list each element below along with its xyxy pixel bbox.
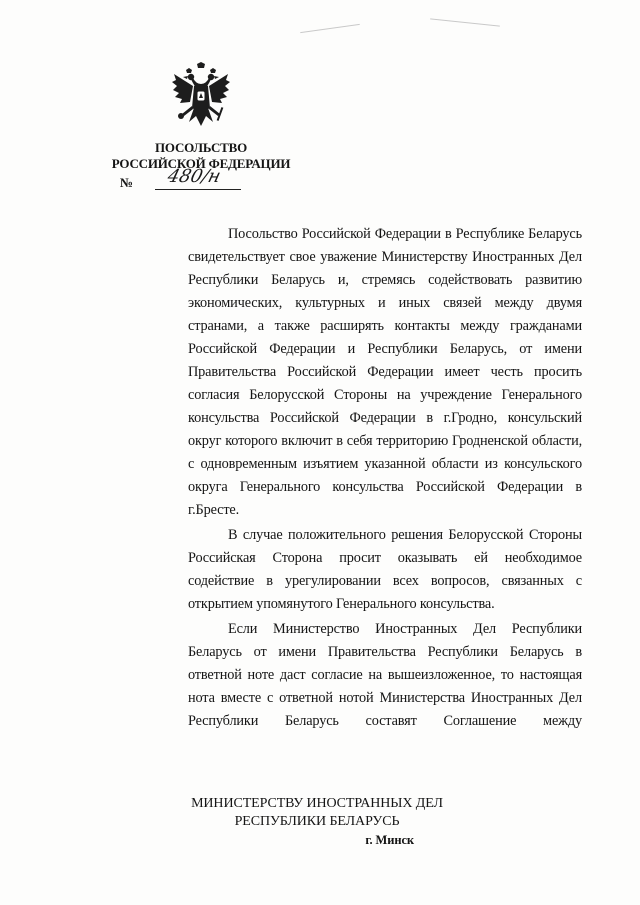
note-body — [188, 223, 582, 735]
addressee-line-1: МИНИСТЕРСТВУ ИНОСТРАННЫХ ДЕЛ — [191, 796, 443, 811]
number-underline — [155, 189, 241, 190]
addressee-block — [172, 795, 462, 849]
sender-line-2: РОССИЙСКОЙ ФЕДЕРАЦИИ — [111, 156, 291, 171]
addressee-city: г. Минск — [365, 833, 414, 847]
number-sign: № — [120, 175, 134, 190]
paragraph-3: Если Министерство Иностранных Дел Республики Беларусь от имени Правительства Республики Беларусь в ответной ноте даст согласие на вышеизложенное, то настоящая нота вместе с ответной нотой Министерства Иностранных Дел Республики Беларусь составят Соглашение между — [188, 621, 582, 729]
scan-artifact — [430, 18, 500, 26]
note-number — [120, 166, 250, 192]
double-headed-eagle-icon — [170, 62, 232, 130]
sender-line-1: ПОСОЛЬСТВО — [154, 140, 248, 155]
paragraph-2: В случае положительного решения Белорусской Стороны Российская Сторона просит оказывать ей необходимое содействие в урегулировании всех вопросов, связанных с открытием упомянутого Генерального консульства. — [188, 527, 582, 612]
handwritten-number: 480/н — [165, 166, 223, 187]
scan-artifact — [300, 24, 360, 33]
paragraph-1: Посольство Российской Федерации в Республике Беларусь свидетельствует свое уважение Министерству Иностранных Дел Республики Беларусь и, стремясь содействовать развитию экономических, культурных и иных связей между двумя странами, а также расширять контакты между гражданами Российской Федерации и Республики Беларусь, от имени Правительства Российской Федерации имеет честь просить согласия Белорусской Стороны на учреждение Генерального консульства Российской Федерации в г.Гродно, консульский округ которого включит в себя территорию Гродненской области, с одновременным изъятием указанной области из консульского округа Генерального консульства Российской Федерации в г.Бресте. — [188, 226, 582, 518]
addressee-line-2: РЕСПУБЛИКИ БЕЛАРУСЬ — [234, 814, 400, 829]
